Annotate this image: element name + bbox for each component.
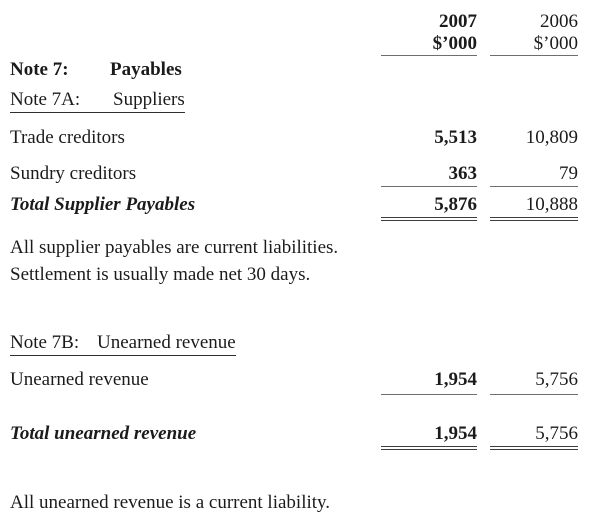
note7b-heading — [10, 332, 578, 356]
note7a-label: Note 7A: — [10, 89, 81, 110]
unit-header-2006: $’000 — [490, 33, 578, 56]
note7-heading — [10, 59, 578, 81]
unearned-revenue-2006-value: 5,756 — [490, 369, 578, 395]
note7-label: Note 7: — [10, 59, 69, 80]
note-line: All unearned revenue is a current liability. — [10, 492, 331, 513]
unearned-revenue-2007-value: 1,954 — [381, 369, 477, 395]
total-supplier-2007-value: 5,876 — [381, 194, 477, 221]
note-line: All supplier payables are current liabilities. — [10, 237, 339, 258]
year-header-2007: 2007 — [439, 11, 477, 32]
note7b-title: Unearned revenue — [97, 332, 236, 353]
row-label: Unearned revenue — [10, 369, 149, 390]
note7-title: Payables — [110, 59, 182, 80]
note-line: Settlement is usually made net 30 days. — [10, 264, 311, 285]
year-header-2006: 2006 — [540, 11, 578, 32]
note7a-title: Suppliers — [113, 89, 185, 110]
total-unearned-2006-value: 5,756 — [490, 423, 578, 450]
total-row-label: Total unearned revenue — [10, 423, 197, 444]
supplier-notes-paragraph — [10, 234, 578, 288]
total-unearned-2007-value: 1,954 — [381, 423, 477, 450]
total-row-label: Total Supplier Payables — [10, 194, 196, 215]
table-row-total-supplier-payables — [10, 194, 578, 221]
sundry-creditors-2007-value: 363 — [381, 163, 477, 187]
table-row-trade-creditors — [10, 127, 578, 149]
unit-header-row — [10, 33, 578, 56]
total-supplier-2006-value: 10,888 — [490, 194, 578, 221]
year-header-row — [10, 11, 578, 33]
trade-creditors-2007-value: 5,513 — [434, 127, 477, 148]
row-label: Trade creditors — [10, 127, 125, 148]
note7a-heading — [10, 89, 578, 113]
table-row-sundry-creditors — [10, 163, 578, 187]
row-label: Sundry creditors — [10, 163, 137, 184]
note7b-label: Note 7B: — [10, 332, 80, 353]
unit-header-2007: $’000 — [381, 33, 477, 56]
table-row-total-unearned-revenue — [10, 423, 578, 450]
unearned-notes-paragraph — [10, 489, 578, 516]
trade-creditors-2006-value: 10,809 — [525, 127, 578, 148]
sundry-creditors-2006-value: 79 — [490, 163, 578, 187]
table-row-unearned-revenue — [10, 369, 578, 395]
